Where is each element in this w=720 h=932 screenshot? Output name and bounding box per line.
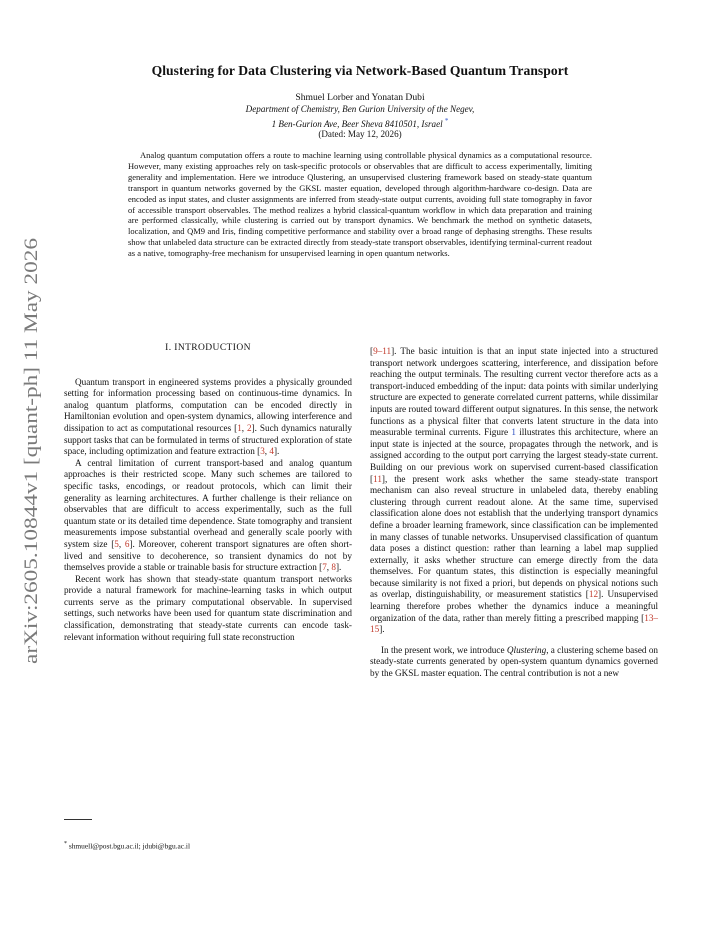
citation-link[interactable]: 2 bbox=[247, 422, 252, 433]
citation-link[interactable]: 6 bbox=[124, 538, 130, 549]
footnote-mark: * bbox=[64, 841, 67, 847]
footnote bbox=[64, 840, 354, 850]
citation-link[interactable]: 13–15 bbox=[370, 612, 658, 635]
left-paragraph-3: Recent work has shown that steady-state quantum transport networks provide a natural framework for machine-learning tasks in which output currents serve as the primary computational observable. In supervised settings, such networks have been used for quantum state discrimination and classification, demonstrating that steady-state currents can encode task-relevant information without requiring full state reconstruction bbox=[64, 573, 352, 642]
figure-reference-link[interactable]: 1 bbox=[511, 427, 516, 438]
abstract bbox=[128, 150, 592, 259]
right-column-body bbox=[370, 346, 658, 680]
right-paragraph-2: In the present work, we introduce Qlustering, a clustering scheme based on steady-state currents generated by open-system quantum dynamics governed by the GKSL master equation. The central contribution is not a new bbox=[370, 644, 659, 679]
citation-link[interactable]: 9–11 bbox=[373, 346, 392, 356]
affiliation-line-1: Department of Chemistry, Ben Gurion University of the Negev, bbox=[245, 104, 475, 114]
section-heading-introduction: I. INTRODUCTION bbox=[165, 343, 251, 353]
citation-link[interactable]: 1 bbox=[237, 422, 242, 433]
paper-title: Qlustering for Data Clustering via Network-Based Quantum Transport bbox=[151, 63, 569, 78]
paper-date: (Dated: May 12, 2026) bbox=[318, 129, 402, 139]
citation-link[interactable]: 5 bbox=[114, 538, 119, 549]
affiliation-line-2 bbox=[60, 116, 660, 131]
citation-link[interactable]: 12 bbox=[588, 589, 599, 600]
left-column bbox=[64, 343, 352, 643]
footnote-emails: shmuell@post.bgu.ac.il; jdubi@bgu.ac.il bbox=[68, 841, 191, 851]
arxiv-identifier bbox=[20, 236, 42, 664]
right-paragraph-1: [9–11]. The basic intuition is that an input state injected into a structured transport network undergoes scattering, interference, and dissipation before reaching the output terminals. The resulting current vector therefore acts as a transport-induced embedding of the input: data points with similar underlying structure are expected to generate correlated current patterns, while dissimilar inputs are routed toward different output signatures. In this sense, the network functions as a physical filter that converts latent structure in the data into measurable terminal currents. Figure 1 illustrates this architecture, where an input state is injected at the source, propagates through the network, and is assigned according to the output port carrying the largest steady-state current. Building on our previous work on supervised current-based classification [11], the present work asks whether the same steady-state transport mechanism can also reveal structure in unlabeled data, thereby enabling clustering through current readout alone. At the same time, supervised classification alone does not establish that the underlying transport dynamics define a broader learning framework, since classification can be implemented in many classes of tunable networks. Unsupervised classification of quantum data poses a distinct question: rather than learning a label map supplied externally, it asks whether structure can emerge directly from the data themselves. For quantum states, this distinction is especially meaningful because similarity is not fixed a priori, but depends on physical notions such as overlap, distinguishability, or measurement statistics [12]. Unsupervised learning therefore probes whether the dynamics induce a meaningful organization of the data, rather than merely fitting a prescribed mapping [13–15]. bbox=[370, 346, 659, 635]
paper-authors: Shmuel Lorber and Yonatan Dubi bbox=[295, 92, 425, 103]
citation-link[interactable]: 7 bbox=[322, 562, 327, 573]
citation-link[interactable]: 11 bbox=[373, 473, 382, 484]
footnote-divider bbox=[64, 819, 92, 820]
abstract-text: Analog quantum computation offers a route to machine learning using controllable physical dynamics as a computational resource. However, many existing approaches rely on task-specific protocols or observables that are difficult to access experimentally, limiting generality and implementation. Here we introduce Qlustering, an unsupervised clustering framework based on steady-state quantum transport in quantum networks governed by the GKSL master equation, developed through algorithm-hardware co-design. Data are encoded as input states, and cluster assignments are inferred from steady-state output currents, avoiding full state tomography in favor of accessible transport observables. The method realizes a hybrid classical-quantum workflow in which data preparation and training are performed classically, while clustering is carried out by transport dynamics. We benchmark the method on synthetic datasets, localization, and QM9 and Iris, finding competitive performance and stability over a broad range of dephasing strengths. These results show that unlabeled data structure can be extracted directly from steady-state transport observables, identifying terminal-current readout as a native, tomography-free mechanism for unsupervised learning in open quantum networks. bbox=[128, 150, 592, 259]
citation-link[interactable]: 8 bbox=[331, 562, 336, 573]
left-column-body bbox=[64, 377, 352, 644]
arxiv-identifier-text: arXiv:2605.10844v1 [quant-ph] 11 May 2026 bbox=[21, 310, 42, 664]
affiliation-footnote-mark[interactable]: * bbox=[444, 116, 449, 125]
left-paragraph-2: A central limitation of current transport-based and analog quantum approaches is their restricted scope. Many such schemes are tailored to specific tasks, encodings, or readout protocols, which can limit their generality as learning architectures. A further challenge is their reliance on observables that are difficult to access experimentally, such as the full quantum state or its detailed time dependence. State tomography and transient measurements impose substantial overhead and generally scale poorly with system size [5, 6]. Moreover, coherent transport signatures are often short-lived and sensitive to decoherence, so transient dynamics do not by themselves provide a stable or trainable basis for structure extraction [7, 8]. bbox=[64, 457, 353, 573]
affiliation-address: 1 Ben-Gurion Ave, Beer Sheva 8410501, Israel bbox=[271, 118, 443, 129]
left-paragraph-1: Quantum transport in engineered systems provides a physically grounded setting for information processing based on continuous-time dynamics. In analog quantum platforms, computation can be encoded directly in Hamiltonian evolution and open-system dynamics, allowing interference and dissipation to act as computational resources [1, 2]. Such dynamics naturally support tasks that can be formulated in terms of structured exploration of state space, including optimization and feature extraction [3, 4]. bbox=[64, 376, 353, 457]
citation-link[interactable]: 4 bbox=[269, 446, 274, 457]
emphasized-term: Qlustering bbox=[506, 644, 547, 655]
right-column bbox=[370, 346, 658, 680]
citation-link[interactable]: 3 bbox=[260, 446, 265, 457]
